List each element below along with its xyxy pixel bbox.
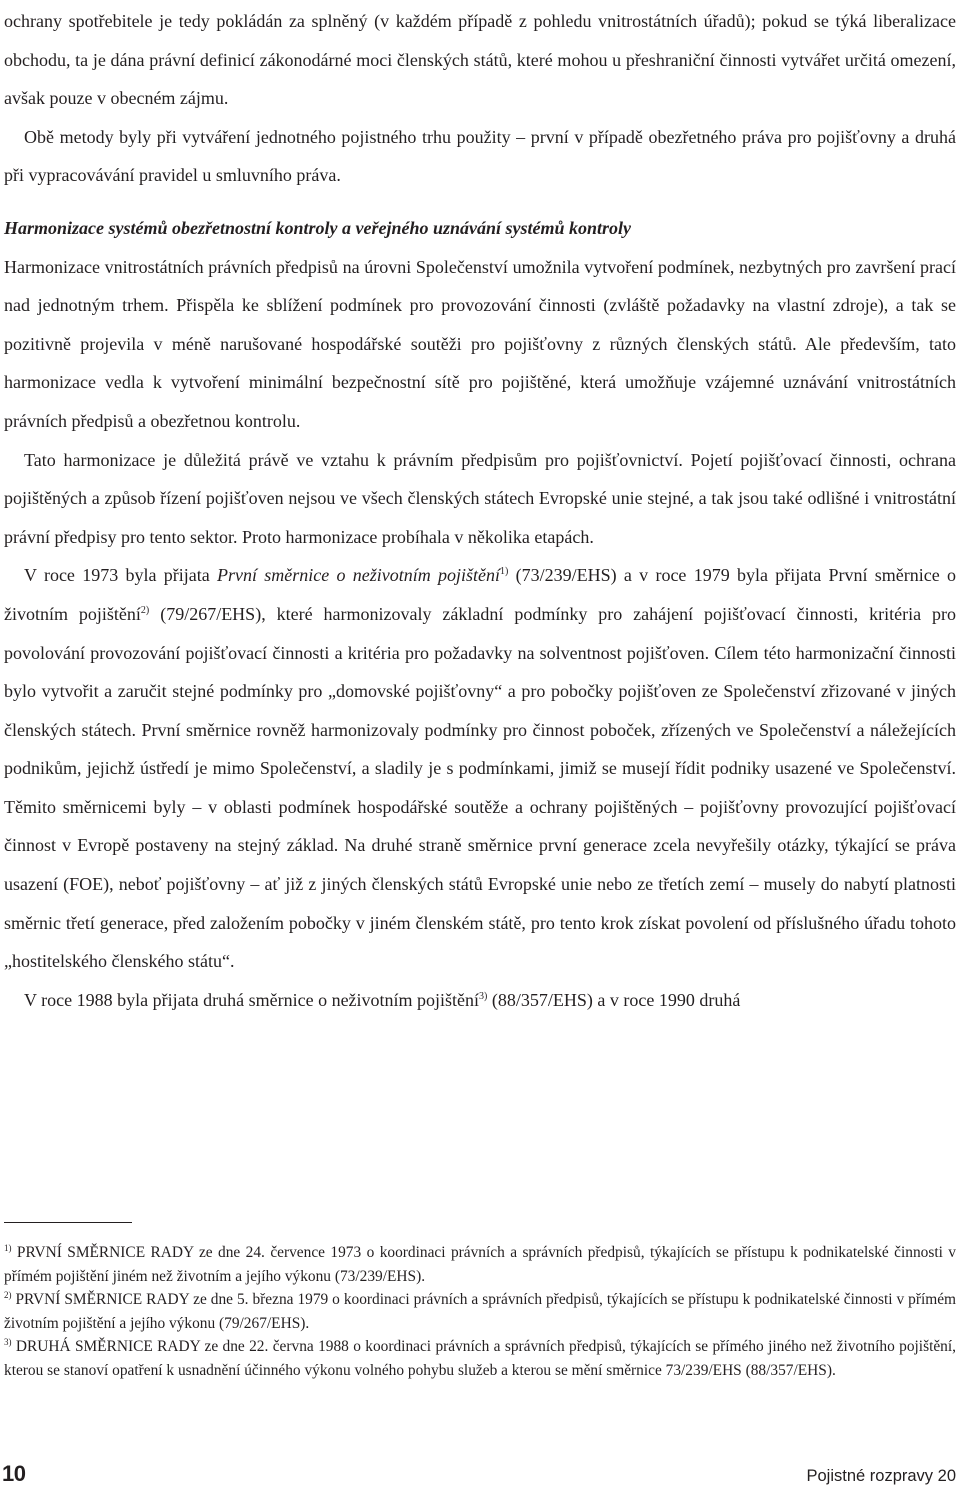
footnote-mark: 3) [4,1337,12,1347]
footnote-divider [4,1222,132,1223]
footnote-mark: 2) [4,1290,12,1300]
footnote-text: PRVNÍ SMĚRNICE RADY ze dne 24. července 1973 o koordinaci právních a správních předpisů, týkajících se přístupu k podnikatelské činnosti v přímém pojištění jiném než životním a jejího výkonu (73/239/EHS). [4,1244,956,1285]
page-number: 10 [2,1461,26,1486]
footnote-reference[interactable]: 3) [479,990,488,1002]
section-heading: Harmonizace systémů obezřetnostní kontroly a veřejného uznávání systémů kontroly [4,217,632,238]
footnote-1 [4,1241,956,1288]
paragraph-text: ochrany spotřebitele je tedy pokládán za splněný (v každém případě z pohledu vnitrostátních úřadů); pokud se týká liberalizace obchodu, ta je dána právní definicí zákonodárné moci členských států, které mohou u přeshraniční činnosti vytvářet určitá omezení, avšak pouze v obecném zájmu. [4,11,956,109]
footnotes [4,1241,956,1382]
paragraph-3 [4,248,956,441]
footnote-mark: 1) [4,1243,12,1253]
paragraph-4 [4,441,956,557]
footnote-reference[interactable]: 1) [500,566,509,578]
footnote-2 [4,1288,956,1335]
main-text [4,2,956,1019]
directive-title-italic: První směrnice o neživotním pojištění [216,565,501,586]
paragraph-text: Harmonizace vnitrostátních právních předpisů na úrovni Společenství umožnila vytvoření podmínek, nezbytných pro završení prací nad jednotným trhem. Přispěla ke sblížení podmínek pro provozování činnosti (zvláště požadavky na vlastní zdroje), a tak se pozitivně projevila v méně narušované hospodářské soutěži pro pojišťovny z různých členských států. Ale především, tato harmonizace vedla k vytvoření minimální bezpečnostní sítě pro pojištěné, která umožňuje vzájemné uznávání vnitrostátních právních předpisů a obezřetnou kontrolu. [4,256,956,431]
paragraph-text: Tato harmonizace je důležitá právě ve vztahu k právním předpisům pro pojišťovnictví. Pojetí pojišťovací činnosti, ochrana pojištěných a způsob řízení pojišťoven nejsou ve všech členských státech Evropské unie stejné, a tak jsou také odlišné i vnitrostátní právní předpisy pro tento sektor. Proto harmonizace probíhala v několika etapách. [4,449,956,547]
paragraph-text: V roce 1973 byla přijata [24,565,217,586]
paragraph-text: V roce 1988 byla přijata druhá směrnice o neživotním pojištění [24,989,480,1010]
paragraph-text: (88/357/EHS) a v roce 1990 druhá [487,989,741,1010]
paragraph-2 [4,118,956,195]
paragraph-5 [4,556,956,981]
paragraph-text: Obě metody byly při vytváření jednotného pojistného trhu použity – první v případě obezřetného práva pro pojišťovny a druhá při vypracovávání pravidel u smluvního práva. [4,126,956,186]
paragraph-text: (73/239/EHS) a v roce 1979 byla přijata První směrnice o životním pojištění [4,565,956,624]
footnote-3 [4,1335,956,1382]
paragraph-6 [4,981,956,1020]
footnote-reference[interactable]: 2) [140,604,150,616]
publication-title: Pojistné rozpravy 20 [806,1467,956,1485]
footnote-text: PRVNÍ SMĚRNICE RADY ze dne 5. března 1979 o koordinaci právních a správních předpisů, týkajících se přístupu k podnikatelské činnosti v přímém životním pojištění a jejího výkonu (79/267/EHS). [4,1291,956,1332]
paragraph-text: (79/267/EHS), které harmonizovaly základní podmínky pro zahájení pojišťovací činnosti, kritéria pro povolování provozování pojišťovací činnosti a kritéria pro požadavky na solventnost pojišťoven. Cílem této harmonizační činnosti bylo vytvořit a zaručit stejné podmínky pro „domovské pojišťovny“ a pro pobočky pojišťoven ze Společenství zřizované v jiných členských státech. První směrnice rovněž harmonizovaly podmínky pro činnost poboček, zřízených ve Společenství a náležejících podnikům, jejichž ústředí je mimo Společenství, a sladily je s podmínkami, jimiž se musejí řídit podniky usazené ve Společenství. Těmito směrnicemi byly – v oblasti podmínek hospodářské soutěže a ochrany pojištěných – pojišťovny provozující pojišťovací činnost v Evropě postaveny na stejný základ. Na druhé straně směrnice první generace zcela nevyřešily otázky, týkající se práva usazení (FOE), neboť pojišťovny – ať již z jiných členských států Evropské unie nebo ze třetích zemí – musely do nabytí platnosti směrnic třetí generace, před založením pobočky v jiném členském státě, pro tento krok získat povolení od příslušného úřadu tohoto „hostitelského členského státu“. [4,603,956,972]
footnote-text: DRUHÁ SMĚRNICE RADY ze dne 22. června 1988 o koordinaci právních a správních předpisů, týkajících se přímého jiného než životního pojištění, kterou se stanoví opatření k usnadnění účinného výkonu volného pohybu služeb a kterou se mění směrnice 73/239/EHS (88/357/EHS). [4,1338,956,1379]
paragraph-1 [4,2,956,118]
